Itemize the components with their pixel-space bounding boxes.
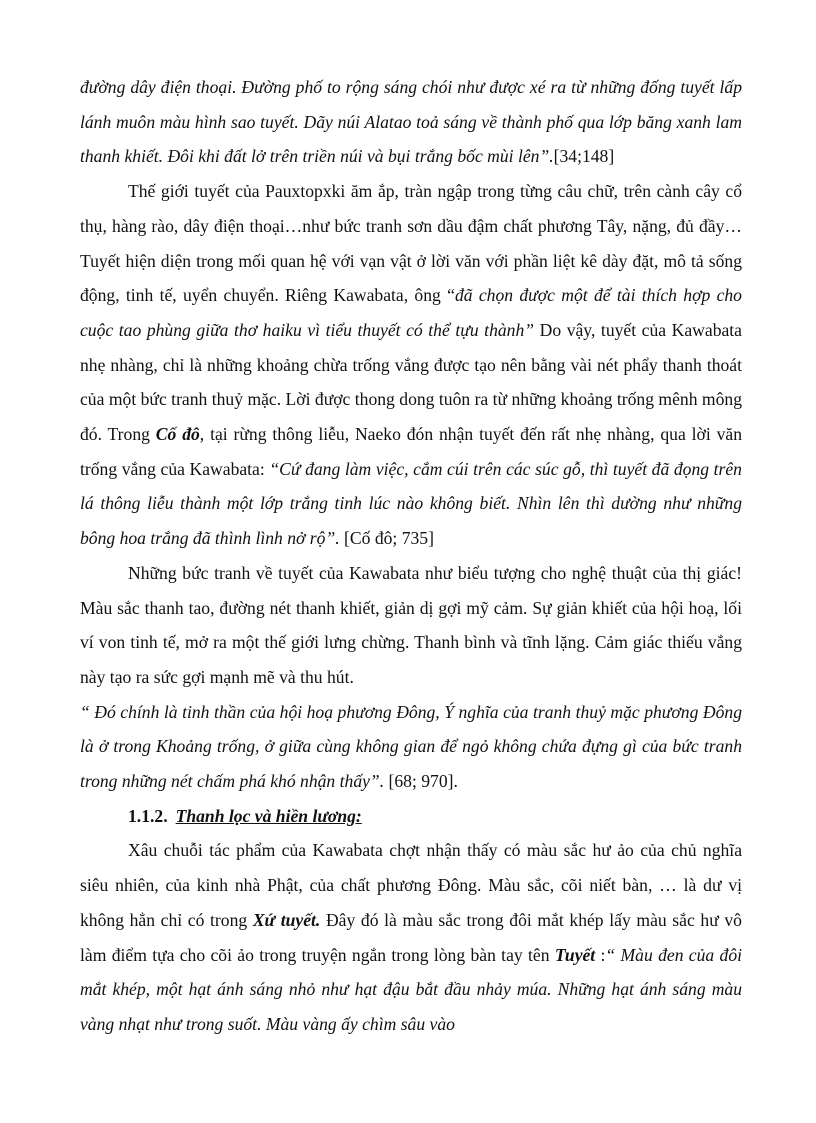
body-text: Do vậy, tuyết của Kawabata nhẹ nhàng, chỉ là những khoảng chừa trống vắng được tạo nên bằng vài nét phẩy thanh thoát của một bức tranh thuỷ mặc. Lời được thong dong tuôn ra từ những khoảng trống mênh mông đó. Trong: [80, 319, 742, 445]
citation: [Cố đô; 735]: [339, 528, 434, 549]
body-text: Đây đó là màu sắc trong đôi mắt khép lấy màu sắc hư vô làm điểm tựa cho cõi ảo trong truyện ngắn trong lòng bàn tay tên: [80, 909, 742, 965]
quote-text: “Cứ đang làm việc, cắm cúi trên các súc gỗ, thì tuyết đã đọng trên lá thông liễu thành một lớp trắng tinh lúc nào không biết. Nhìn lên thì dường như những bông hoa trắng đã thình lình nở rộ”.: [80, 458, 742, 549]
paragraph-eastern-painting-quote: [80, 695, 742, 799]
work-title: Tuyết: [554, 944, 596, 965]
paragraph-visual-art: [80, 556, 742, 695]
body-text: , tại rừng thông liễu, Naeko đón nhận tuyết đến rất nhẹ nhàng, qua lời văn trống vắng của Kawabata:: [80, 424, 742, 479]
quote-text: đường dây điện thoại. Đường phố to rộng sáng chói như được xé ra từ những đống tuyết lấp lánh muôn màu hình sao tuyết. Dãy núi Alatao toả sáng về thành phố qua lớp băng xanh lam thanh khiết. Đôi khi đất lở trên triền núi và bụi trắng bốc mùi lên”.: [80, 77, 742, 167]
paragraph-purification: [80, 833, 742, 1041]
quote-text: “ Đó chính là tinh thần của hội hoạ phương Đông, Ý nghĩa của tranh thuỷ mặc phương Đông là ở trong Khoảng trống, ở giữa cùng không gian để ngỏ không chứa đựng gì của bức tranh trong những nét chấm phá khó nhận thấy”.: [80, 701, 742, 792]
citation: [68; 970].: [384, 771, 458, 792]
section-heading: [128, 799, 742, 834]
section-number: 1.1.2.: [128, 805, 168, 826]
quote-text: đã chọn được một để tài thích hợp cho cuộc tao phùng giữa thơ haiku vì tiểu thuyết có thể tựu thành”: [80, 285, 742, 340]
body-text: Thế giới tuyết của Pauxtopxki ăm ắp, tràn ngập trong từng câu chữ, trên cành cây cổ thụ, hàng rào, dây điện thoại…như bức tranh sơn dầu đậm chất phương Tây, nặng, đủ đầy…Tuyết hiện diện trong mối quan hệ với vạn vật ở lời văn với phần liệt kê dày đặt, mô tả sống động, tinh tế, uyển chuyển. Riêng Kawabata, ông “: [80, 181, 742, 306]
body-text: Những bức tranh về tuyết của Kawabata như biểu tượng cho nghệ thuật của thị giác! Màu sắc thanh tao, đường nét thanh khiết, giản dị gợi mỹ cảm. Sự giản khiết của hội hoạ, lối ví von tinh tế, mở ra một thế giới lưng chừng. Thanh bình và tĩnh lặng. Cảm giác thiếu vắng này tạo ra sức gợi mạnh mẽ và thu hút.: [80, 562, 742, 687]
paragraph-snow-comparison: [80, 174, 742, 556]
citation: [34;148]: [553, 146, 615, 167]
quote-text: “ Màu đen của đôi mắt khép, một hạt ánh sáng nhỏ như hạt đậu bắt đầu nhảy múa. Những hạt ánh sáng màu vàng nhạt như trong suốt. Màu vàng ấy chìm sâu vào: [80, 944, 743, 1034]
work-title: Cố đô: [155, 424, 200, 445]
body-text: Xâu chuỗi tác phẩm của Kawabata chợt nhận thấy có màu sắc hư ảo của chủ nghĩa siêu nhiên, của kinh nhà Phật, của chất phương Đông. Màu sắc, cõi niết bàn, … là dư vị không hẳn chỉ có trong: [80, 840, 742, 930]
body-text: :: [595, 944, 606, 965]
work-title: Xứ tuyết.: [252, 909, 321, 930]
document-page: [80, 70, 742, 1042]
section-title: Thanh lọc và hiền lương:: [175, 805, 362, 826]
paragraph-quote-pauxtopxki: [80, 70, 742, 174]
